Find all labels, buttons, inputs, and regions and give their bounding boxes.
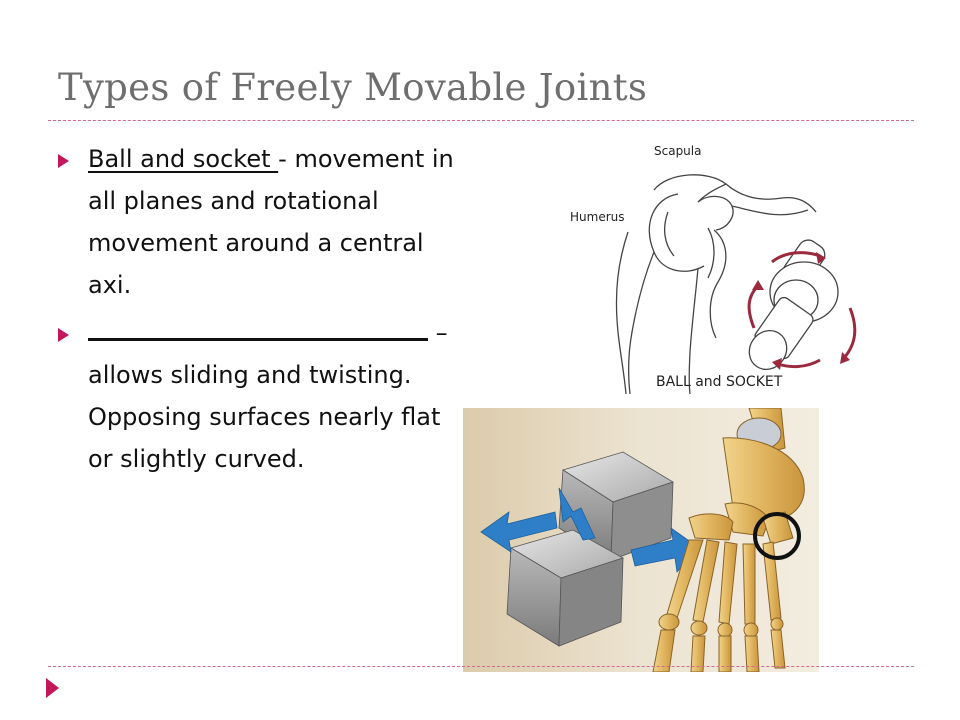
ball-and-socket-figure xyxy=(558,132,870,402)
shoulder-joint-drawing xyxy=(558,132,870,402)
figure-caption: BALL and SOCKET xyxy=(656,374,783,390)
term-separator: - xyxy=(278,145,287,173)
slide-title: Types of Freely Movable Joints xyxy=(58,66,648,109)
term-ball-and-socket: Ball and socket xyxy=(88,145,279,173)
label-humerus: Humerus xyxy=(570,210,625,224)
gliding-joint-figure xyxy=(463,408,819,672)
fill-in-blank[interactable] xyxy=(88,319,428,341)
bullet-text: allows sliding and twisting. Opposing surfaces nearly flat or slightly curved. xyxy=(88,361,441,473)
title-divider xyxy=(48,120,914,121)
bullet-triangle-icon xyxy=(58,154,69,168)
term-separator: – xyxy=(435,319,448,347)
label-scapula: Scapula xyxy=(654,144,702,158)
bullet-text: movement in all planes and rotational movement around a central axi. xyxy=(88,145,454,299)
gliding-joint-drawing xyxy=(463,408,819,672)
bullet-ball-and-socket xyxy=(58,138,458,306)
footer-triangle-icon xyxy=(46,678,59,702)
bullet-list xyxy=(58,138,458,480)
footer-divider xyxy=(48,666,914,667)
bullet-triangle-icon xyxy=(58,328,69,342)
bullet-gliding xyxy=(58,312,458,480)
